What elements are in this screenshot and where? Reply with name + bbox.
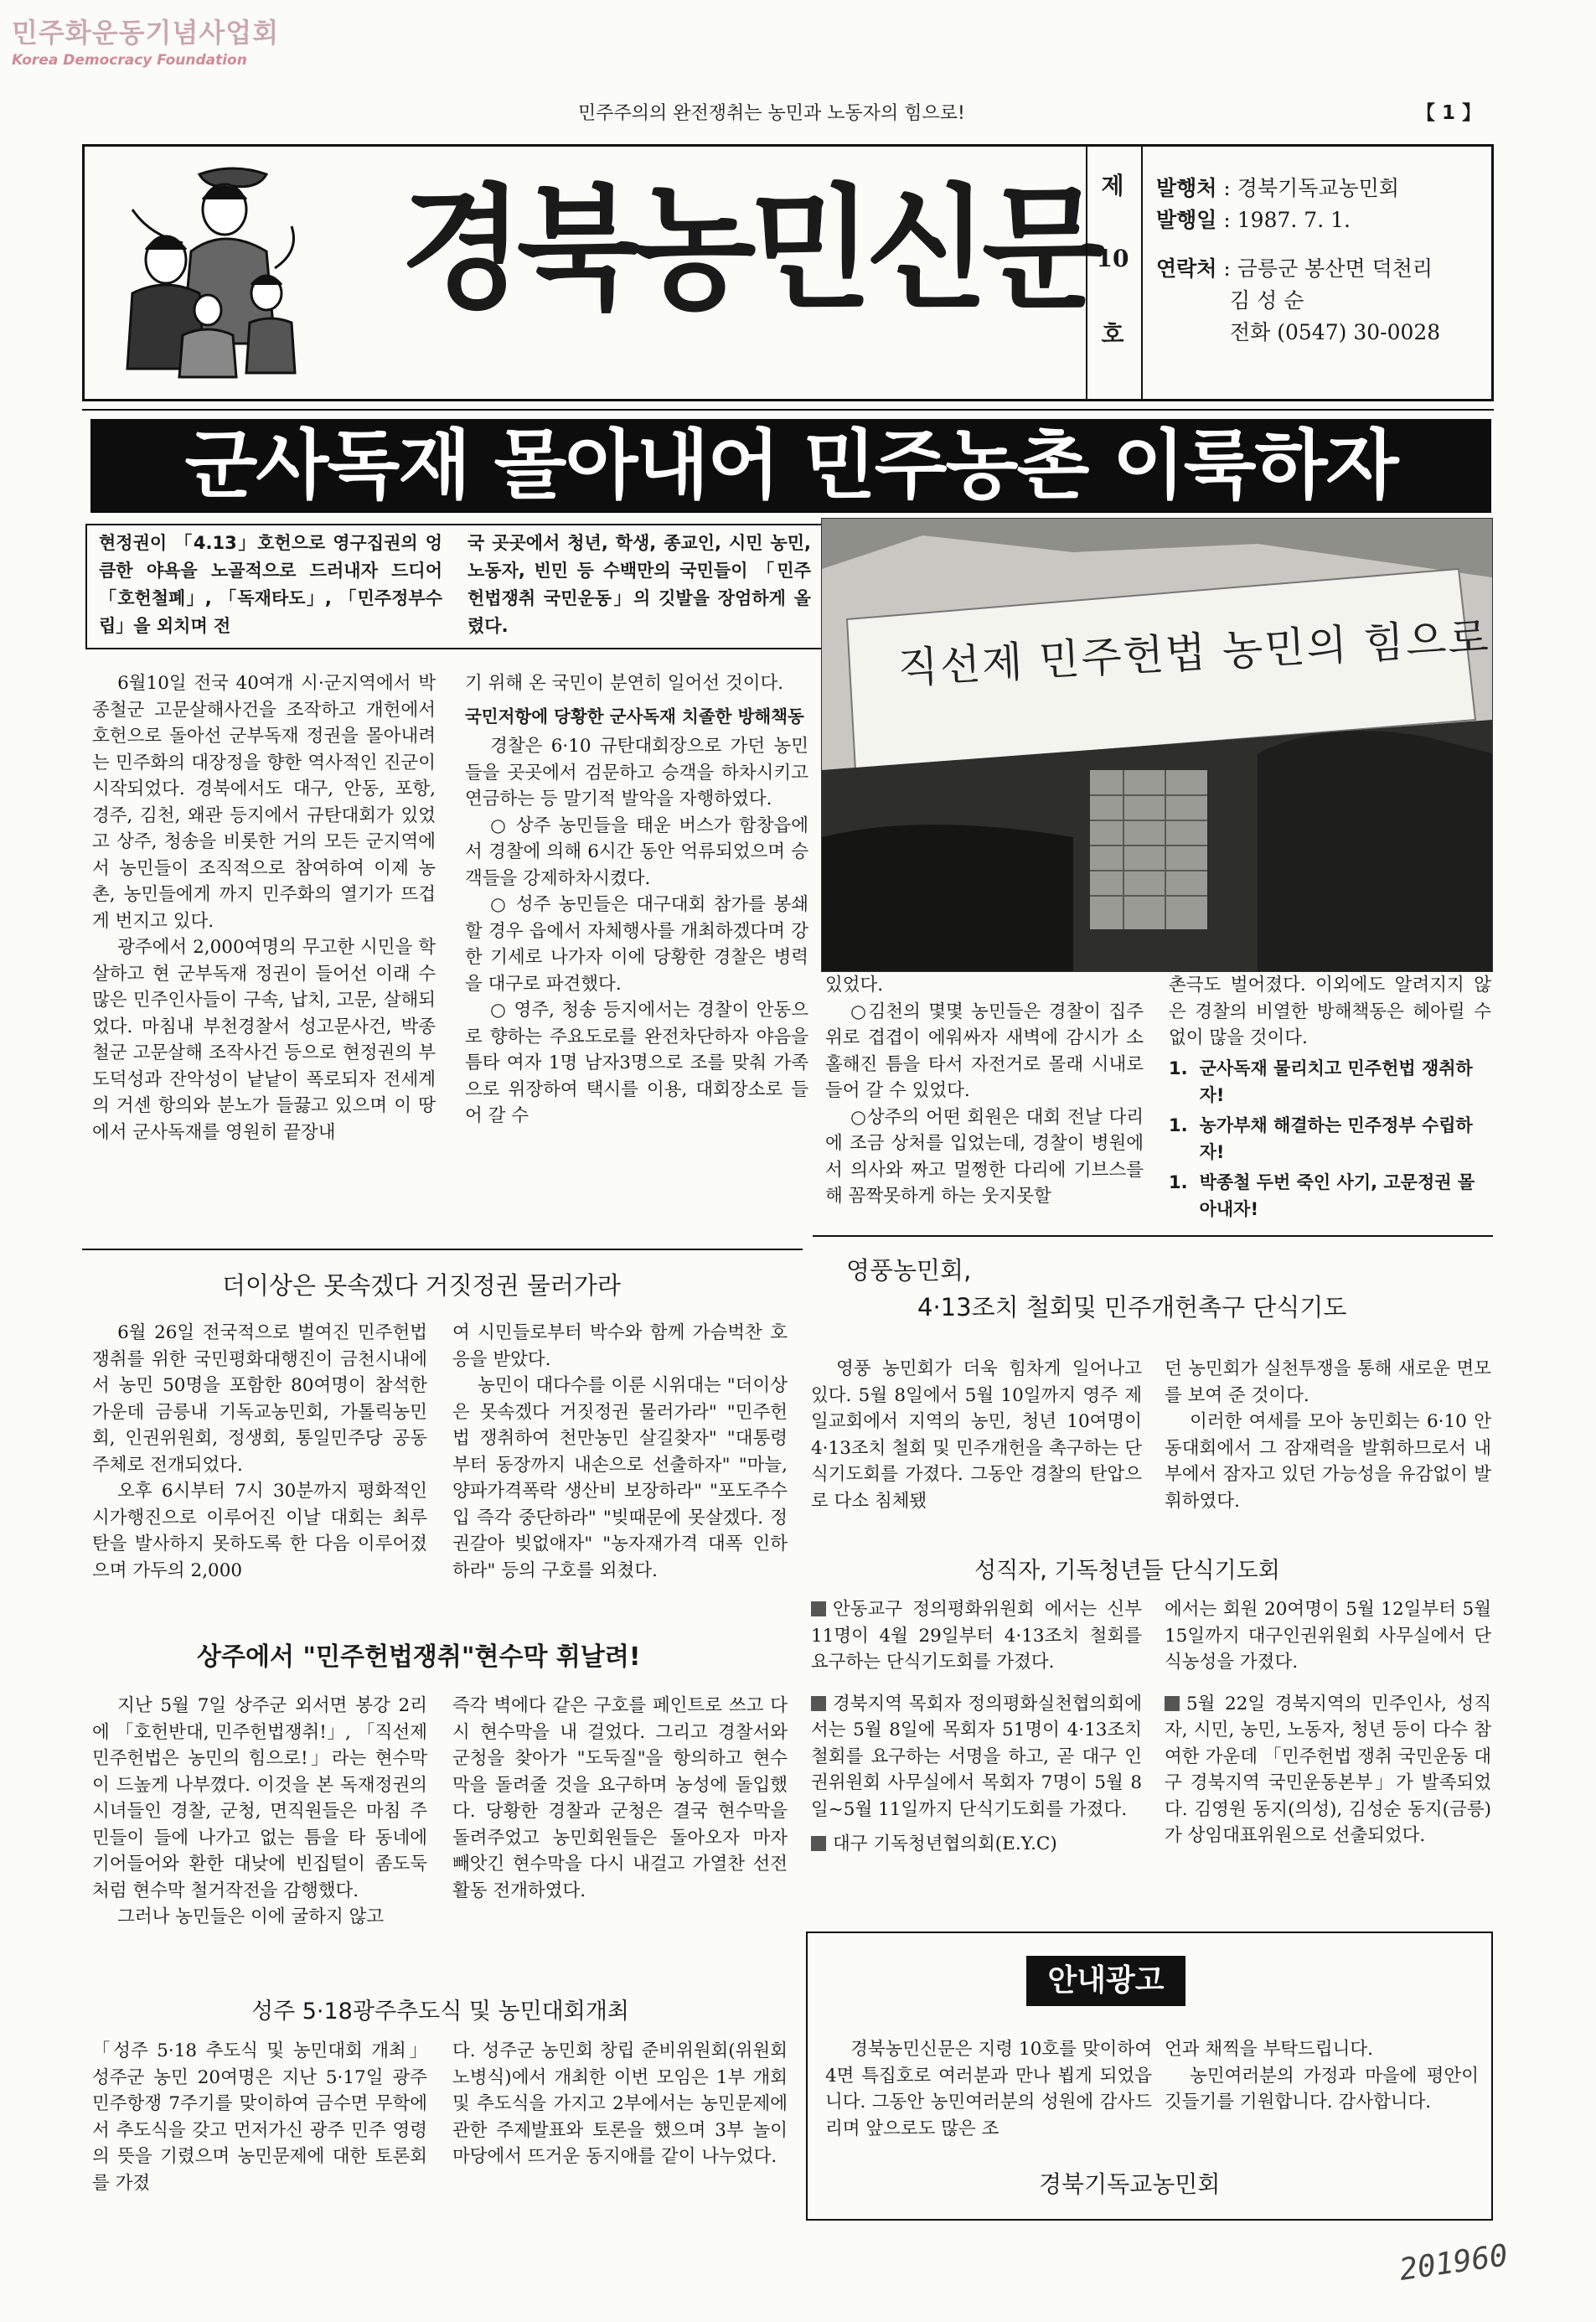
- main-col1-p2: 광주에서 2,000여명의 무고한 시민을 학살하고 현 군부독재 정권이 들어선 이래 수 많은 민주인사들이 구속, 납치, 고문, 살해되었다. 마침내 부천경찰서 성고문사건, 박종철군 고문살해 조작사건 등으로 현정권의 부도덕성과 잔악성이 낱낱이 폭로되자 전세계의 거센 항의와 분노가 들끓고 있으며 이 땅에서 군사독재를 영원히 끝장내: [92, 937, 436, 1143]
- sangju-col2-p1: 즉각 벽에다 같은 구호를 페인트로 쓰고 다시 현수막을 내 걸었다. 그리고 경찰서와 군청을 찾아가 "도둑질"을 항의하고 현수막을 돌려줄 것을 요구하며 농성에 돌입했다. 당황한 경찰과 군청은 결국 현수막을 돌려주었고 농민회원들은 돌아오자 마자 빼앗긴 현수막을 다시 내걸고 가열찬 선전활동 전개하였다.: [452, 1695, 788, 1901]
- contact-address: 금릉군 봉산면 덕천리: [1237, 256, 1433, 281]
- date-value: 1987. 7. 1.: [1237, 208, 1351, 232]
- gimcheon-col2-p2: 농민이 대다수를 이룬 시위대는 "더이상은 못속겠다 거짓정권 물러가라" "민주헌법 쟁취하여 천만농민 살길찾자" "대통령부터 동장까지 내손으로 선출하자" "마늘, 양파가격폭락 생산비 보장하라" "포도주수입 즉각 중단하라" "빚때문에 못살겠다. 정권갈아 빚없애자" "농자재가격 대폭 인하하라" 등의 구호를 외쳤다.: [452, 1375, 788, 1581]
- main-col2-p5: ○ 영주, 청송 등지에서는 경찰이 안동으로 향하는 주요도로를 완전차단하자 야음을 틈타 여자 1명 남자3명으로 조를 맞춰 가족으로 위장하여 택시를 이용, 대회장소로 들어 갈 수: [465, 1000, 808, 1126]
- date-label: 발행일: [1156, 208, 1217, 232]
- handwritten-archive-number: 201960: [1397, 2238, 1511, 2288]
- square-bullet-icon: [811, 1601, 826, 1616]
- page-number: 【 1 】: [1416, 102, 1482, 124]
- notice-col-2: [1165, 2036, 1479, 2116]
- main-col2-p2: 경찰은 6·10 규탄대회장으로 가던 농민들을 곳곳에서 검문하고 승객을 하차시키고 연금하는 등 말기적 발악을 자행하였다.: [465, 736, 808, 809]
- square-bullet-icon: [811, 1696, 826, 1711]
- gimcheon-col-2: [452, 1320, 788, 1584]
- issue-number: [1086, 168, 1139, 349]
- publisher-value: 경북기독교농민회: [1237, 176, 1399, 200]
- main-col3-p3: ○상주의 어떤 회원은 대회 전날 다리에 조금 상처를 입었는데, 경찰이 병원에서 의사와 짜고 멀쩡한 다리에 기브스를 해 꼼짝못하게 하는 웃지못할: [825, 1106, 1144, 1207]
- issue-char-1: 제: [1101, 172, 1124, 199]
- main-col4-p1: 촌극도 벌어졌다. 이외에도 알려지지 않은 경찰의 비열한 방해책동은 헤아릴 수 없이 많을 것이다.: [1169, 975, 1491, 1048]
- gimcheon-title: 더이상은 못속겠다 거짓정권 물러가라: [222, 1271, 621, 1300]
- sangju-col1-p1: 지난 5월 7일 상주군 외서면 봉강 2리에 「호헌반대, 민주헌법쟁취!」, 「직선제 민주헌법은 농민의 힘으로!」라는 현수막이 드높게 나부꼈다. 이것을 본 독재정권의 시녀들인 경찰, 군청, 면직원들은 마침 주민들이 들에 나가고 없는 틈을 타 동네에 기어들어와 환한 대낮에 빈집털이 좀도둑처럼 현수막 철거작전을 감행했다.: [92, 1695, 427, 1901]
- seongju-title: 성주 5·18광주추도식 및 농민대회개최: [251, 1999, 630, 2025]
- notice-col2-p1: 언과 채찍을 부탁드립니다.: [1165, 2039, 1373, 2060]
- main-col2-p1: 기 위해 온 국민이 분연히 일어선 것이다.: [465, 673, 784, 694]
- main-col2-p3: ○ 상주 농민들을 태운 버스가 함창읍에서 경찰에 의해 6시간 동안 억류되었으며 승객들을 강제하차시켰다.: [465, 815, 808, 889]
- hunger-item-2: 경북지역 목회자 정의평화실천협의회에서는 5월 8일에 목회자 51명이 4·13조치철회를 요구하는 서명을 하고, 곧 대구 인권위원회 사무실에서 목회자 7명이 5월 8일~5월 11일까지 단식기도회를 가졌다.: [811, 1693, 1142, 1820]
- yeongpung-title-1: 영풍농민회,: [846, 1256, 972, 1285]
- masthead-rule: [82, 409, 1494, 411]
- sangju-col-2: [452, 1693, 788, 1904]
- issue-char-2: 10: [1096, 245, 1129, 272]
- main-col2-subhead: 국민저항에 당황한 군사독재 치졸한 방해책동: [465, 706, 804, 727]
- archive-logo: [12, 12, 279, 69]
- main-col1-p1: 6월10일 전국 40여개 시·군지역에서 박종철군 고문살해사건을 조작하고 개헌에서 호헌으로 돌아선 군부독재 정권을 몰아내려는 민주화의 대장정을 향한 역사적인 진군이 시작되었다. 경북에서도 대구, 안동, 포항, 경주, 김천, 왜관 등지에서 규탄대회가 있었고 상주, 청송을 비롯한 거의 모든 군지역에서 농민들이 조직적으로 참여하여 이제 농촌, 농민들에게 까지 민주화의 열기가 뜨겁게 번지고 있다.: [92, 673, 436, 932]
- main-col-1: [92, 670, 436, 1145]
- main-col3-p2: ○김천의 몇몇 농민들은 경찰이 집주위로 겹겹이 에워싸자 새벽에 감시가 소홀해진 틈을 타서 자전거로 몰래 시내로 들어 갈 수 있었다.: [825, 1001, 1144, 1101]
- protest-banner-photo: [821, 518, 1493, 972]
- gimcheon-col2-p1: 여 시민들로부터 박수와 함께 가슴벅찬 호응을 받았다.: [452, 1322, 788, 1370]
- hunger-col-2: [1165, 1596, 1491, 1849]
- contact-person: 김 성 순: [1230, 288, 1304, 313]
- yeongpung-col1-p1: 영풍 농민회가 더욱 힘차게 일어나고 있다. 5월 8일에서 5월 10일까지 영주 제일교회에서 지역의 농민, 청년 10여명이 4·13조치 철회 및 민주개헌을 촉구하는 단식기도회를 가졌다. 그동안 경찰의 탄압으로 다소 침체됐: [811, 1358, 1142, 1512]
- yeongpung-title-2: 4·13조치 철회및 민주개헌촉구 단식기도: [917, 1293, 1347, 1321]
- farmers-family-illustration: [99, 159, 333, 385]
- main-col-2: [465, 670, 808, 1130]
- notice-signature: 경북기독교농민회: [1039, 2170, 1221, 2198]
- header-slogan: 민주주의의 완전쟁취는 농민과 노동자의 힘으로!: [578, 103, 965, 124]
- sangju-col1-p2: 그러나 농민들은 이에 굴하지 않고: [117, 1906, 385, 1927]
- issue-char-3: 호: [1101, 320, 1124, 348]
- slogan-list: [1169, 1055, 1491, 1223]
- contact-phone: 전화 (0547) 30-0028: [1230, 320, 1441, 344]
- gimcheon-col1-p2: 오후 6시부터 7시 30분까지 평화적인 시가행진으로 이루어진 이날 대회는 최루탄을 발사하지 못하도록 한 다음 이루어졌으며 가두의 2,000: [92, 1481, 427, 1581]
- hunger-item-1: 안동교구 정의평화위원회 에서는 신부 11명이 4월 29일부터 4·13조치 철회를 요구하는 단식기도회를 가졌다.: [811, 1599, 1142, 1673]
- hunger-item-4: 5월 22일 경북지역의 민주인사, 성직자, 시민, 농민, 노동자, 청년 등이 다수 참여한 가운데 「민주헌법 쟁취 국민운동 대구 경북지역 국민운동본부」가 발족되었다. 김영원 동지(의성), 김성순 동지(금릉)가 상임대표위원으로 선출되었다.: [1165, 1693, 1491, 1846]
- seongju-col-1: [92, 2038, 427, 2196]
- lead-left: 현정권이 「4.13」호헌으로 영구집권의 엉큼한 야욕을 노골적으로 드러내자 드디어 「호헌철폐」, 「독재타도」, 「민주정부수립」을 외치며 전: [99, 533, 442, 636]
- yeongpung-col2-p2: 이러한 여세를 모아 농민회는 6·10 안동대회에서 그 잠재력을 발휘하므로서 내부에서 잠자고 있던 가능성을 유감없이 발휘하였다.: [1165, 1411, 1491, 1512]
- yeongpung-col-2: [1165, 1356, 1491, 1514]
- lead-right: 국 곳곳에서 청년, 학생, 종교인, 시민 농민, 노동자, 빈민 등 수백만의 국민들이 「민주헌법쟁취 국민운동」의 깃발을 장엄하게 올렸다.: [467, 533, 811, 636]
- hunger-item-3: 대구 기독청년협의회(E.Y.C): [811, 1831, 1142, 1858]
- main-col2-p4: ○ 성주 농민들은 대구대회 참가를 봉쇄할 경우 읍에서 자체행사를 개최하겠다며 강한 기세로 나가자 이에 당황한 경찰은 병력을 대구로 파견했다.: [465, 894, 808, 995]
- main-col3-p1: 있었다.: [825, 975, 884, 996]
- section-rule-right: [813, 1235, 1493, 1237]
- sangju-col-1: [92, 1693, 427, 1931]
- notice-title: 안내광고: [1026, 1956, 1185, 2006]
- main-col-3: [825, 972, 1144, 1210]
- gimcheon-col-1: [92, 1320, 427, 1584]
- notice-col-1: [825, 2036, 1152, 2142]
- yeongpung-col2-p1: 던 농민회가 실천투쟁을 통해 새로운 면모를 보여 준 것이다.: [1165, 1358, 1491, 1406]
- square-bullet-icon: [811, 1836, 826, 1851]
- photo-banner-text: 직선제 민주헌법 농민의 힘으로: [896, 613, 1491, 693]
- notice-col2-p2: 농민여러분의 가정과 마을에 평안이 깃들기를 기원합니다. 감사합니다.: [1165, 2065, 1479, 2113]
- main-headline: 군사독재 몰아내어 민주농촌 이룩하자: [90, 419, 1491, 513]
- gimcheon-col1-p1: 6월 26일 전국적으로 벌여진 민주헌법쟁취를 위한 국민평화대행진이 금천시내에서 농민 50명을 포함한 80여명이 참석한 가운데 금릉내 기독교농민회, 가톨릭농민회, 인권위원회, 정생회, 통일민주당 공동주체로 전개되었다.: [92, 1322, 427, 1476]
- section-rule-left: [82, 1249, 803, 1250]
- hunger-title: 성직자, 기독청년들 단식기도회: [974, 1558, 1280, 1584]
- slogan-3: 1. 박종철 두번 죽인 사기, 고문정권 몰아내자!: [1169, 1171, 1475, 1219]
- square-bullet-icon: [1165, 1696, 1180, 1711]
- seongju-col1-p1: 「성주 5·18 추도식 및 농민대회 개최」 성주군 농민 20여명은 지난 5·17일 광주 민주항쟁 7주기를 맞이하여 금수면 무학에서 추도식을 갖고 먼저가신 광주 민주 영령의 뜻을 기렸으며 농민문제에 대한 토론회를 가졌: [92, 2040, 427, 2194]
- sangju-title: 상주에서 "민주헌법쟁취"현수막 휘날려!: [197, 1642, 641, 1672]
- contact-label: 연락처: [1156, 256, 1217, 281]
- notice-col1-p1: 경북농민신문은 지령 10호를 맞이하여 4면 특집호로 여러분과 만나 뵙게 되었읍니다. 그동안 농민여러분의 성원에 감사드리며 앞으로도 많은 조: [825, 2039, 1152, 2139]
- seongju-col-2: [452, 2038, 788, 2170]
- yeongpung-col-1: [811, 1356, 1142, 1514]
- archive-logo-korean: 민주화운동기념사업회: [12, 17, 280, 49]
- main-col-4: [1169, 972, 1491, 1223]
- publisher-info: 발행처 : 경북기독교농민회 발행일 : 1987. 7. 1. 연락처 : 금릉군 봉산면 덕천리 김 성 순 전화 (0547) 30-0028: [1156, 173, 1440, 349]
- hunger-col-1: [811, 1596, 1142, 1858]
- slogan-2: 1. 농가부채 해결하는 민주정부 수립하자!: [1169, 1114, 1473, 1162]
- newspaper-title: 경북농민신문: [400, 171, 1098, 328]
- slogan-1: 1. 군사독재 물리치고 민주헌법 쟁취하자!: [1169, 1058, 1473, 1105]
- hunger-item-3-cont: 에서는 회원 20여명이 5월 12일부터 5월 15일까지 대구인권위원회 사무실에서 단식농성을 가졌다.: [1165, 1599, 1491, 1673]
- seongju-col2-p1: 다. 성주군 농민회 창립 준비위원회(위원회 노병식)에서 개최한 이번 모임은 1부 개회 및 추도식을 가지고 2부에서는 농민문제에 관한 주제발표와 토론을 했으며 3부 놀이마당에서 뜨거운 동지애를 같이 나누었다.: [452, 2040, 788, 2167]
- archive-logo-english: Korea Democracy Foundation: [12, 52, 247, 69]
- publisher-label: 발행처: [1156, 176, 1217, 200]
- photo-scene: [822, 519, 1492, 971]
